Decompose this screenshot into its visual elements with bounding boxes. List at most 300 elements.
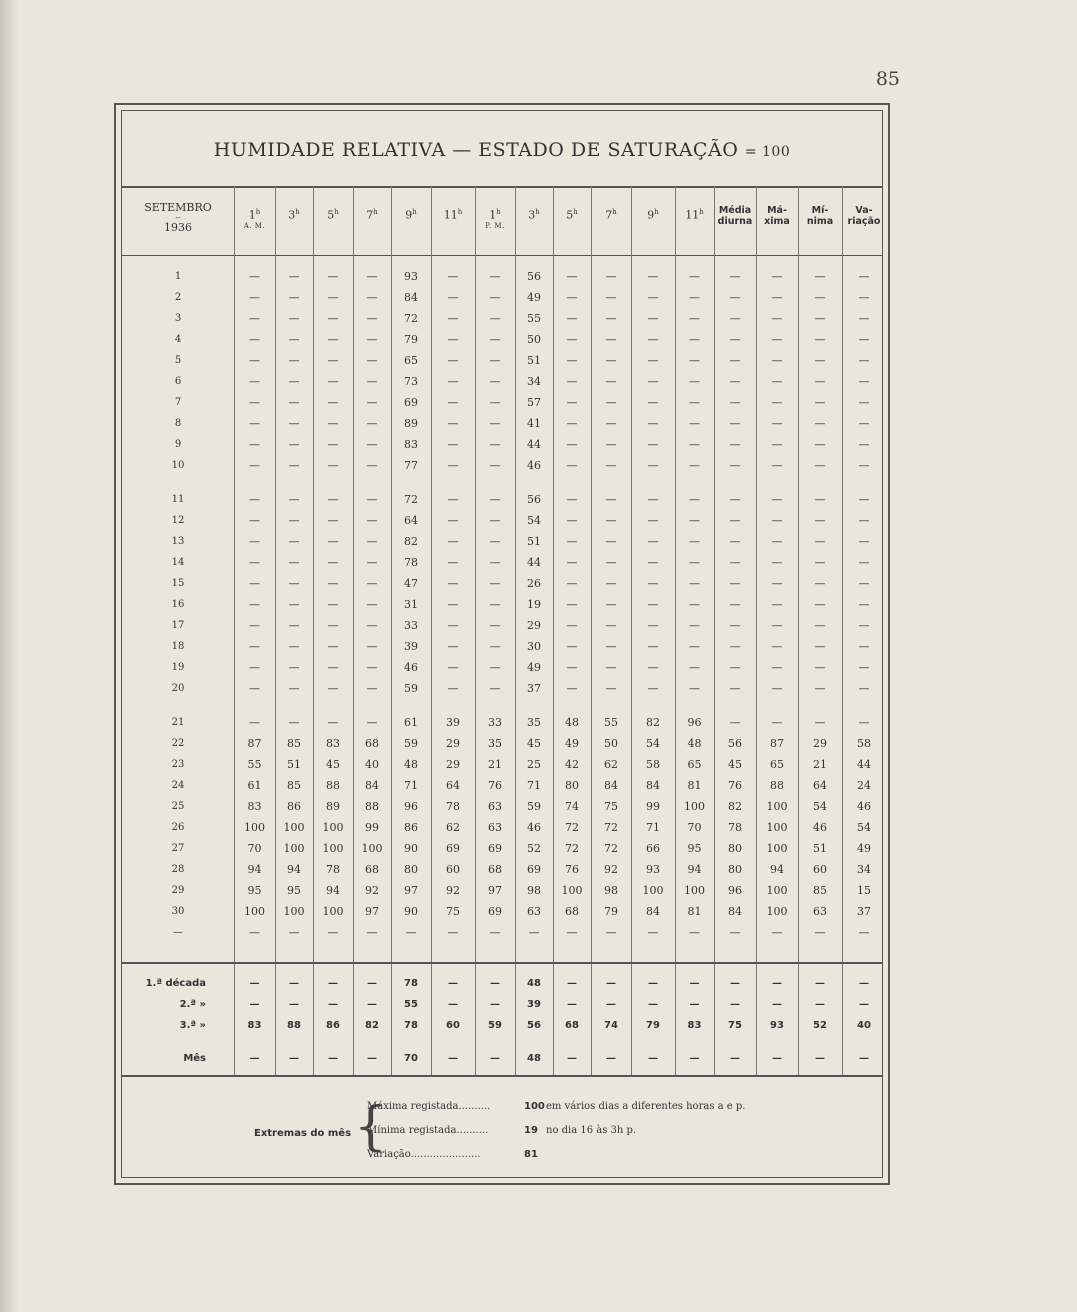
header-hour [475, 208, 515, 222]
data-cell: — [647, 459, 659, 472]
data-cell: — [689, 598, 700, 611]
data-cell: — [647, 661, 659, 674]
table-row [122, 594, 882, 615]
data-cell: — [327, 598, 339, 611]
data-cell: — [447, 514, 459, 527]
summary-top-rule [122, 962, 882, 964]
data-cell: — [489, 438, 501, 451]
table-row [122, 838, 882, 859]
data-cell: — [366, 291, 378, 304]
footer-brace: { [354, 1097, 388, 1157]
data-cell: — [327, 375, 339, 388]
data-cell: 34 [527, 375, 541, 388]
data-cell: — [327, 312, 339, 325]
summary-cell: — [772, 999, 782, 1010]
header-line: xima [764, 215, 790, 227]
data-cell: 76 [565, 863, 579, 876]
data-cell: — [566, 619, 578, 632]
data-cell: — [605, 396, 617, 409]
data-cell: — [249, 682, 260, 695]
data-cell: 80 [728, 863, 742, 876]
summary-cell: — [289, 978, 299, 989]
data-cell: 49 [857, 842, 871, 855]
data-cell: 85 [287, 737, 301, 750]
summary-cell: 74 [604, 1020, 618, 1031]
data-cell: — [447, 417, 459, 430]
data-cell: 96 [728, 884, 742, 897]
header-hour-num: 11 [443, 208, 458, 222]
table-row [122, 615, 882, 636]
day-label: 10 [171, 460, 185, 471]
data-cell: 76 [488, 779, 502, 792]
header-hour [675, 208, 714, 222]
data-cell: — [729, 716, 741, 729]
data-cell: 58 [646, 758, 660, 771]
summary-cell: — [289, 999, 299, 1010]
summary-cell: — [730, 999, 740, 1010]
data-cell: 69 [488, 842, 502, 855]
data-cell: — [858, 291, 870, 304]
data-cell: — [858, 514, 870, 527]
summary-cell: — [490, 1053, 500, 1064]
header-hour-num: 9 [647, 208, 655, 222]
data-cell: — [566, 417, 578, 430]
data-cell: — [647, 270, 659, 283]
data-cell: — [288, 619, 300, 632]
data-cell: — [327, 493, 339, 506]
data-cell: — [647, 640, 659, 653]
extremes-name: Mínima registada.......... [367, 1125, 489, 1136]
header-line: nima [806, 215, 834, 227]
summary-cell: — [328, 999, 338, 1010]
data-cell: — [288, 535, 300, 548]
data-cell: 99 [365, 821, 379, 834]
summary-cell: — [815, 1053, 825, 1064]
data-cell: 64 [813, 779, 827, 792]
data-cell: 72 [604, 842, 618, 855]
data-cell: — [489, 556, 501, 569]
summary-cell: — [328, 978, 338, 989]
data-cell: — [689, 291, 700, 304]
page-binding-shadow [0, 0, 18, 1312]
header-top-rule [122, 186, 882, 188]
data-cell: 39 [404, 640, 418, 653]
data-cell: — [647, 598, 659, 611]
data-cell: 21 [813, 758, 827, 771]
data-cell: — [689, 926, 700, 939]
data-cell: — [489, 514, 501, 527]
data-cell: — [858, 598, 870, 611]
table-row [122, 775, 882, 796]
data-cell: — [771, 493, 783, 506]
data-cell: — [689, 640, 700, 653]
data-cell: 63 [488, 800, 502, 813]
data-cell: — [814, 417, 826, 430]
summary-cell: — [567, 1053, 577, 1064]
data-cell: — [858, 354, 870, 367]
data-cell: — [771, 535, 783, 548]
data-cell: 84 [365, 779, 379, 792]
data-cell: 87 [247, 737, 262, 750]
data-cell: — [814, 333, 826, 346]
data-cell: 41 [527, 417, 541, 430]
data-cell: 76 [728, 779, 742, 792]
data-cell: — [489, 682, 501, 695]
summary-cell: 52 [813, 1020, 827, 1031]
data-cell: — [489, 354, 501, 367]
summary-cell: — [815, 978, 825, 989]
summary-cell: — [730, 1053, 740, 1064]
data-cell: — [689, 535, 700, 548]
data-cell: 37 [857, 905, 871, 918]
data-cell: 29 [813, 737, 827, 750]
data-cell: — [447, 333, 459, 346]
summary-cell: 75 [728, 1020, 742, 1031]
data-cell: — [249, 556, 260, 569]
data-cell: 100 [283, 842, 305, 855]
header-hour [631, 208, 675, 222]
header-hour-num: 7 [605, 208, 613, 222]
data-cell: 100 [244, 905, 265, 918]
data-cell: 21 [488, 758, 502, 771]
day-label: 24 [171, 780, 185, 791]
data-cell: — [771, 438, 783, 451]
data-cell: 81 [687, 905, 702, 918]
summary-cell: 70 [404, 1053, 418, 1064]
day-label: 9 [174, 439, 182, 450]
day-label: 28 [171, 864, 185, 875]
data-cell: — [605, 556, 617, 569]
data-cell: — [729, 926, 741, 939]
data-cell: 93 [404, 270, 418, 283]
day-label: 21 [171, 717, 185, 728]
data-cell: — [447, 396, 459, 409]
data-cell: — [288, 598, 300, 611]
header-hour-num: 7 [366, 208, 374, 222]
data-cell: — [288, 661, 300, 674]
data-cell: — [729, 493, 741, 506]
data-cell: — [447, 926, 459, 939]
column-header-hour [591, 208, 631, 222]
data-cell: 100 [361, 842, 383, 855]
data-cell: — [327, 535, 339, 548]
data-cell: — [366, 514, 378, 527]
data-cell: 90 [404, 842, 418, 855]
data-cell: 100 [322, 842, 344, 855]
data-cell: — [366, 396, 378, 409]
data-cell: — [858, 577, 870, 590]
data-cell: — [249, 514, 260, 527]
data-cell: — [566, 375, 578, 388]
data-cell: — [249, 661, 260, 674]
summary-cell: — [815, 999, 825, 1010]
data-cell: 77 [404, 459, 418, 472]
data-cell: — [366, 493, 378, 506]
data-cell: — [729, 535, 741, 548]
data-cell: — [327, 556, 339, 569]
data-cell: — [605, 459, 617, 472]
data-cell: 42 [565, 758, 579, 771]
header-hour-sup: h [573, 208, 578, 216]
data-cell: — [366, 640, 378, 653]
header-hour-num: 11 [685, 208, 700, 222]
data-cell: 88 [365, 800, 379, 813]
summary-cell: 40 [857, 1020, 871, 1031]
data-cell: 62 [446, 821, 460, 834]
data-cell: 25 [527, 758, 541, 771]
day-label: 14 [171, 557, 185, 568]
table-row [122, 413, 882, 434]
day-label: 19 [171, 662, 185, 673]
data-cell: — [771, 312, 783, 325]
data-cell: 75 [446, 905, 460, 918]
data-cell: 92 [446, 884, 460, 897]
data-cell: — [447, 270, 459, 283]
day-label: 20 [171, 683, 185, 694]
data-cell: 54 [857, 821, 871, 834]
table-row [122, 733, 882, 754]
data-cell: 88 [770, 779, 784, 792]
data-cell: 79 [604, 905, 618, 918]
header-line: riação [847, 215, 881, 227]
data-cell: — [489, 661, 501, 674]
data-cell: — [729, 312, 741, 325]
data-cell: 44 [857, 758, 871, 771]
data-cell: — [605, 514, 617, 527]
data-cell: 45 [527, 737, 541, 750]
data-cell: — [327, 682, 339, 695]
data-cell: — [729, 598, 741, 611]
data-cell: — [647, 396, 659, 409]
data-cell: 54 [813, 800, 827, 813]
data-cell: 59 [527, 800, 541, 813]
data-cell: — [858, 312, 870, 325]
data-cell: — [447, 459, 459, 472]
data-cell: 51 [527, 535, 541, 548]
summary-label: Mês [183, 1053, 206, 1064]
data-cell: — [366, 682, 378, 695]
summary-cell: 60 [446, 1020, 460, 1031]
extremes-value: 19 [524, 1125, 538, 1136]
data-cell: — [814, 535, 826, 548]
title-equation: = 100 [744, 144, 791, 160]
data-cell: 61 [404, 716, 418, 729]
summary-cell: — [606, 978, 616, 989]
data-cell: — [327, 619, 339, 632]
data-cell: — [858, 926, 870, 939]
data-cell: — [771, 291, 783, 304]
data-cell: — [288, 396, 300, 409]
column-header-hour [475, 208, 515, 230]
day-label: 30 [171, 906, 185, 917]
data-cell: 50 [604, 737, 618, 750]
data-cell: 51 [527, 354, 541, 367]
summary-label: 3.ª » [179, 1020, 206, 1031]
data-cell: 92 [604, 863, 618, 876]
data-cell: 44 [527, 438, 541, 451]
data-cell: — [249, 312, 260, 325]
data-cell: 97 [365, 905, 379, 918]
table-row [122, 796, 882, 817]
data-cell: 78 [326, 863, 340, 876]
header-hour [234, 208, 275, 222]
data-cell: — [605, 926, 617, 939]
summary-cell: — [689, 999, 700, 1010]
data-cell: 63 [813, 905, 827, 918]
column-header-hour [234, 208, 275, 230]
day-label: 17 [171, 620, 185, 631]
data-cell: 78 [446, 800, 460, 813]
data-cell: — [327, 716, 339, 729]
header-bottom-rule [122, 255, 882, 256]
data-cell: 24 [857, 779, 871, 792]
summary-cell: — [606, 1053, 616, 1064]
summary-cell: 68 [565, 1020, 579, 1031]
data-cell: 64 [404, 514, 418, 527]
column-header-date [122, 202, 234, 233]
data-cell: — [814, 661, 826, 674]
data-cell: — [771, 333, 783, 346]
data-cell: — [858, 270, 870, 283]
data-cell: — [366, 577, 378, 590]
header-hour [431, 208, 475, 222]
data-cell: 86 [287, 800, 301, 813]
data-cell: — [729, 640, 741, 653]
data-cell: — [489, 619, 501, 632]
data-cell: — [771, 514, 783, 527]
data-cell: 97 [404, 884, 418, 897]
header-ampm: A. M. [243, 222, 266, 231]
column-header-hour [391, 208, 431, 222]
page-number: 85 [875, 68, 900, 90]
data-cell: — [771, 396, 783, 409]
data-cell: — [605, 375, 617, 388]
summary-cell: 83 [687, 1020, 702, 1031]
data-cell: — [566, 598, 578, 611]
data-cell: — [288, 493, 300, 506]
data-cell: — [249, 640, 260, 653]
summary-cell: — [249, 1053, 260, 1064]
table-row [122, 455, 882, 476]
day-label: 4 [174, 334, 182, 345]
day-label: 25 [171, 801, 185, 812]
data-cell: — [771, 682, 783, 695]
summary-cell: 78 [404, 1020, 418, 1031]
data-cell: — [566, 577, 578, 590]
data-cell: 82 [728, 800, 742, 813]
data-cell: — [647, 926, 659, 939]
data-cell: 46 [857, 800, 871, 813]
summary-cell: — [648, 999, 658, 1010]
data-cell: — [366, 926, 378, 939]
column-header-hour [631, 208, 675, 222]
data-cell: — [605, 438, 617, 451]
data-cell: — [814, 493, 826, 506]
summary-cell: 86 [326, 1020, 340, 1031]
data-cell: 98 [604, 884, 618, 897]
data-cell: 45 [326, 758, 340, 771]
data-cell: — [366, 556, 378, 569]
data-cell: 61 [247, 779, 262, 792]
data-cell: 19 [527, 598, 541, 611]
data-cell: — [288, 354, 300, 367]
data-cell: — [366, 270, 378, 283]
data-cell: — [605, 535, 617, 548]
footer-top-rule [122, 1075, 882, 1077]
data-cell: 94 [687, 863, 702, 876]
data-cell: — [814, 291, 826, 304]
data-cell: — [489, 598, 501, 611]
summary-cell: — [859, 999, 869, 1010]
table-row [122, 880, 882, 901]
day-label: 27 [171, 843, 185, 854]
data-cell: 86 [404, 821, 418, 834]
data-cell: — [288, 333, 300, 346]
table-title [122, 139, 882, 161]
data-cell: — [566, 493, 578, 506]
data-cell: — [729, 556, 741, 569]
data-cell: 72 [565, 842, 579, 855]
summary-cell: — [448, 999, 458, 1010]
data-cell: 69 [488, 905, 502, 918]
summary-cell: — [289, 1053, 299, 1064]
header-line: Má- [767, 205, 787, 216]
data-cell: — [858, 556, 870, 569]
data-cell: — [689, 438, 700, 451]
data-cell: — [489, 375, 501, 388]
summary-label: 2.ª » [179, 999, 206, 1010]
data-cell: — [689, 333, 700, 346]
data-cell: — [729, 577, 741, 590]
summary-cell: — [567, 999, 577, 1010]
data-cell: — [489, 640, 501, 653]
data-cell: 45 [728, 758, 742, 771]
data-cell: — [605, 640, 617, 653]
data-cell: — [489, 312, 501, 325]
data-cell: 100 [766, 842, 788, 855]
data-cell: — [249, 375, 260, 388]
data-cell: — [366, 438, 378, 451]
summary-cell: 39 [527, 999, 541, 1010]
data-cell: — [249, 598, 260, 611]
data-cell: — [566, 682, 578, 695]
data-cell: 40 [365, 758, 379, 771]
data-cell: 46 [527, 821, 541, 834]
data-cell: — [366, 598, 378, 611]
data-cell: 89 [326, 800, 340, 813]
header-hour-sup: h [496, 208, 501, 216]
data-cell: — [858, 333, 870, 346]
summary-cell: 55 [404, 999, 418, 1010]
data-cell: — [605, 661, 617, 674]
data-cell: — [447, 438, 459, 451]
data-cell: — [858, 396, 870, 409]
data-cell: — [605, 417, 617, 430]
extremes-label: Extremas do mês [254, 1128, 352, 1139]
data-cell: — [327, 291, 339, 304]
extremes-name: Variação...................... [367, 1149, 481, 1160]
data-cell: — [647, 577, 659, 590]
data-cell: — [288, 514, 300, 527]
data-cell: — [249, 417, 260, 430]
data-cell: 82 [646, 716, 660, 729]
data-cell: — [249, 577, 260, 590]
data-cell: — [288, 926, 300, 939]
data-cell: 72 [604, 821, 618, 834]
data-cell: 54 [646, 737, 660, 750]
data-cell: 90 [404, 905, 418, 918]
data-cell: — [605, 312, 617, 325]
